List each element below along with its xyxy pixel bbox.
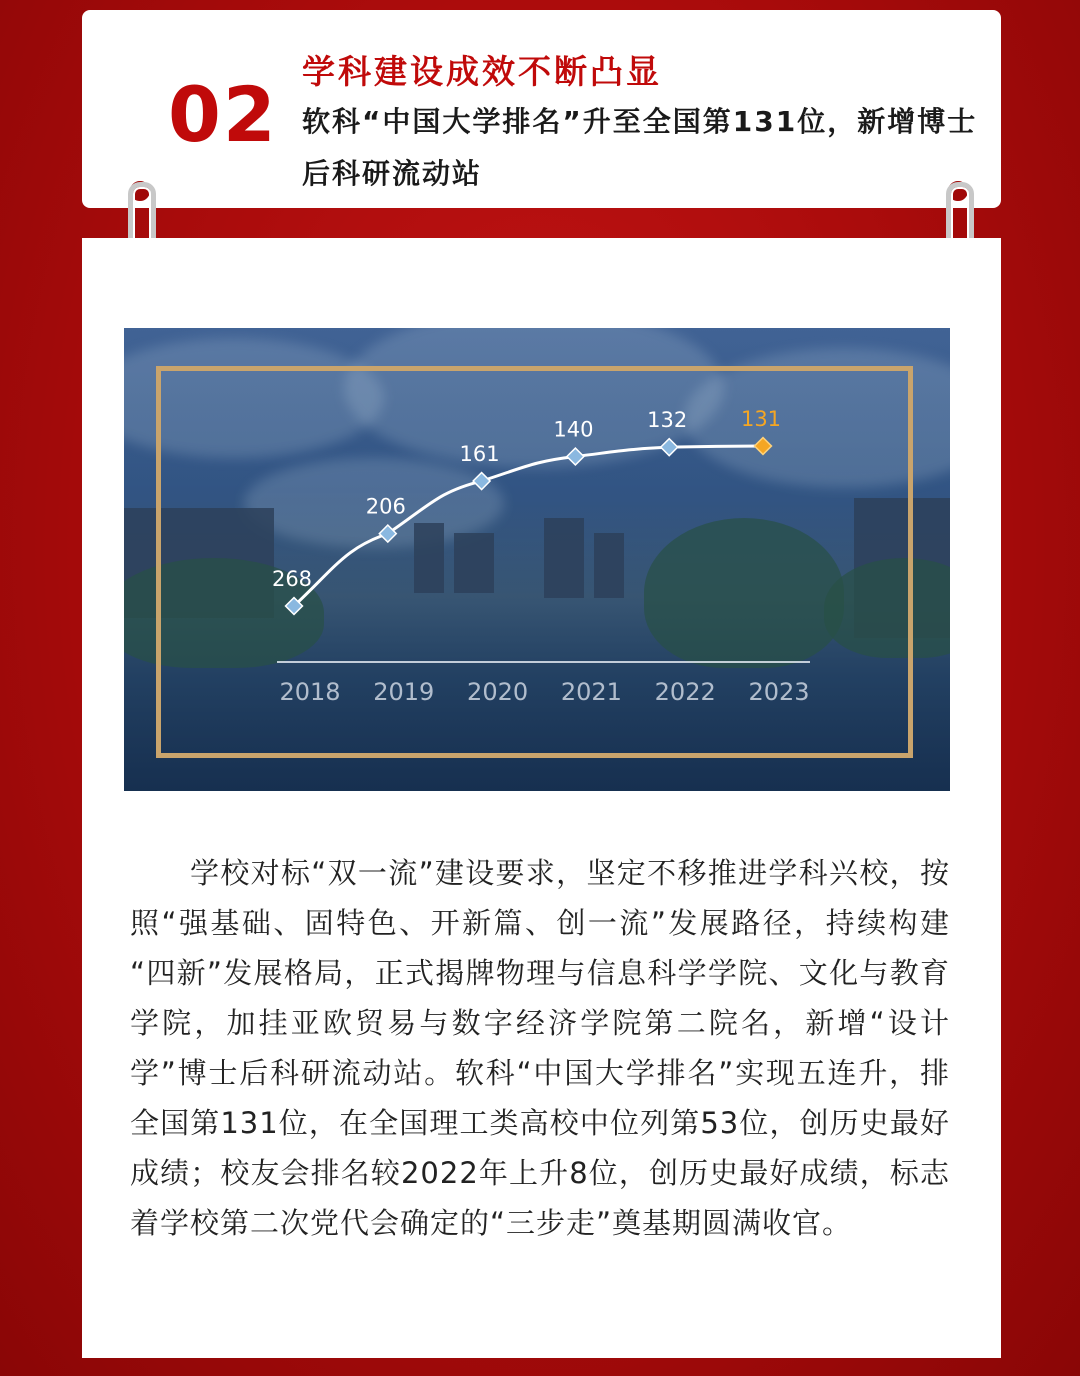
section-subtitle: 软科“中国大学排名”升至全国第131位，新增博士后科研流动站 bbox=[302, 105, 978, 190]
data-label: 268 bbox=[271, 567, 313, 591]
data-label: 140 bbox=[553, 417, 594, 442]
data-label: 161 bbox=[459, 442, 500, 467]
x-tick-label: 2023 bbox=[748, 678, 810, 706]
x-tick-label: 2018 bbox=[279, 678, 341, 706]
section-number: 02 bbox=[168, 70, 278, 159]
x-tick-label: 2020 bbox=[467, 678, 529, 706]
gold-frame bbox=[156, 366, 913, 758]
section-heading: 学科建设成效不断凸显 bbox=[302, 52, 662, 91]
data-label: 206 bbox=[365, 494, 406, 519]
x-tick-label: 2021 bbox=[560, 678, 622, 706]
content-card bbox=[82, 238, 1001, 1358]
data-label: 132 bbox=[647, 408, 688, 433]
body-paragraph: 学校对标“双一流”建设要求，坚定不移推进学科兴校，按照“强基础、固特色、开新篇、创一流”发展路径，持续构建 “四新”发展格局，正式揭牌物理与信息科学学院、文化与教育学院，加挂亚欧贸易与数字经济学院第二院名，新增“设计学”博士后科研流动站。软科“中国大学排名”实现五连升，排全国第131位，在全国理工类高校中位列第53位，创历史最好成绩；校友会排名较2022年上升8位，创历史最好成绩，标志着学校第二次党代会确定的“三步走”奠基期圆满收官。 bbox=[130, 856, 950, 1240]
data-label: 131 bbox=[740, 407, 782, 431]
campus-photo-chart bbox=[124, 328, 950, 791]
x-tick-label: 2019 bbox=[373, 678, 435, 706]
header-card bbox=[82, 10, 1001, 208]
x-tick-label: 2022 bbox=[654, 678, 716, 706]
